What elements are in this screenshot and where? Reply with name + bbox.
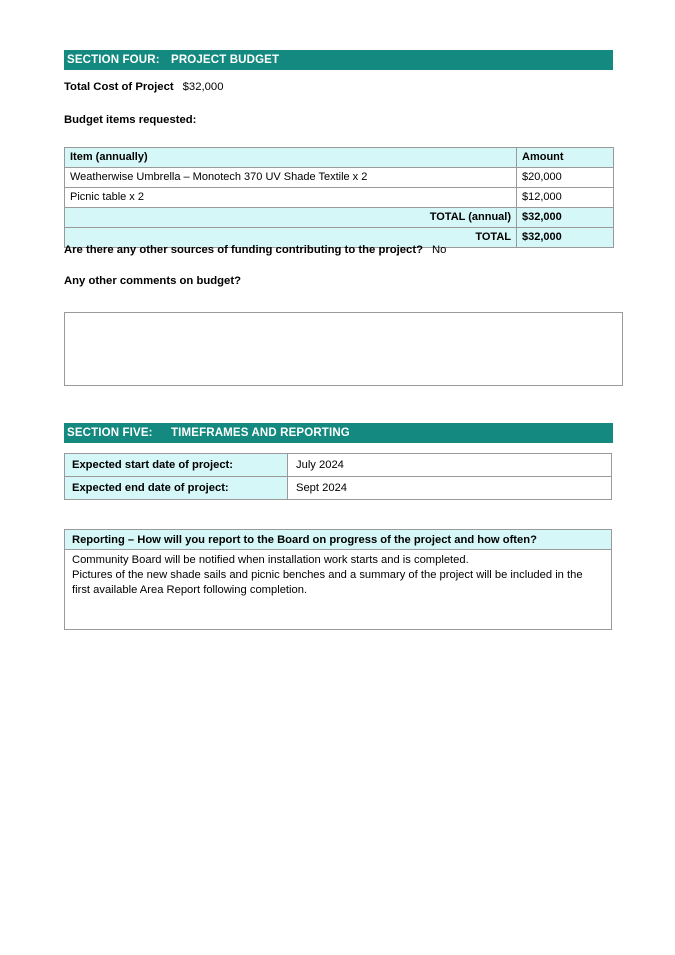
budget-total-label: TOTAL [65, 228, 517, 248]
reporting-table [64, 529, 612, 630]
budget-items-label-text: Budget items requested: [64, 114, 197, 126]
budget-header-amount: Amount [517, 148, 614, 168]
total-cost-of-project-line [64, 81, 223, 93]
other-funding-line [64, 244, 446, 256]
reporting-header-row [65, 530, 612, 550]
budget-table-header-row [65, 148, 614, 168]
table-row [65, 188, 614, 208]
budget-total-annual-amount: $32,000 [517, 208, 614, 228]
budget-item-amount: $20,000 [517, 168, 614, 188]
expected-end-date-label: Expected end date of project: [65, 477, 288, 500]
expected-end-date-value[interactable]: Sept 2024 [288, 477, 612, 500]
budget-table [64, 147, 614, 248]
total-cost-value: $32,000 [182, 81, 224, 93]
budget-item-name: Weatherwise Umbrella – Monotech 370 UV Shade Textile x 2 [65, 168, 517, 188]
other-comments-input[interactable] [64, 312, 623, 386]
section-four-title: PROJECT BUDGET [171, 54, 280, 66]
budget-total-annual-label: TOTAL (annual) [65, 208, 517, 228]
budget-item-name: Picnic table x 2 [65, 188, 517, 208]
reporting-body-row [65, 550, 612, 630]
total-cost-label: Total Cost of Project [64, 81, 174, 93]
table-row [65, 168, 614, 188]
table-row [65, 477, 612, 500]
reporting-answer[interactable] [65, 550, 612, 630]
section-five-label: SECTION FIVE: [67, 427, 153, 439]
reporting-answer-line-3: first available Area Report following completion. [72, 584, 308, 597]
other-comments-label [64, 275, 241, 287]
expected-start-date-label: Expected start date of project: [65, 454, 288, 477]
budget-header-item: Item (annually) [65, 148, 517, 168]
reporting-answer-line-2: Pictures of the new shade sails and picnic benches and a summary of the project will be included in the [72, 569, 583, 582]
expected-start-date-value[interactable]: July 2024 [288, 454, 612, 477]
budget-total-amount: $32,000 [517, 228, 614, 248]
other-funding-answer: No [432, 244, 447, 256]
reporting-question: Reporting – How will you report to the Board on progress of the project and how often? [65, 530, 612, 550]
reporting-answer-line-1: Community Board will be notified when installation work starts and is completed. [72, 554, 469, 566]
other-comments-label-text: Any other comments on budget? [64, 275, 241, 287]
table-row [65, 454, 612, 477]
timeframes-table [64, 453, 612, 500]
budget-total-annual-row [65, 208, 614, 228]
section-four-label: SECTION FOUR: [67, 54, 160, 66]
budget-items-requested-label [64, 114, 196, 126]
section-four-header [64, 50, 613, 70]
section-five-title: TIMEFRAMES AND REPORTING [171, 427, 350, 439]
budget-item-amount: $12,000 [517, 188, 614, 208]
other-funding-question: Are there any other sources of funding contributing to the project? [64, 244, 424, 256]
section-five-header [64, 423, 613, 443]
